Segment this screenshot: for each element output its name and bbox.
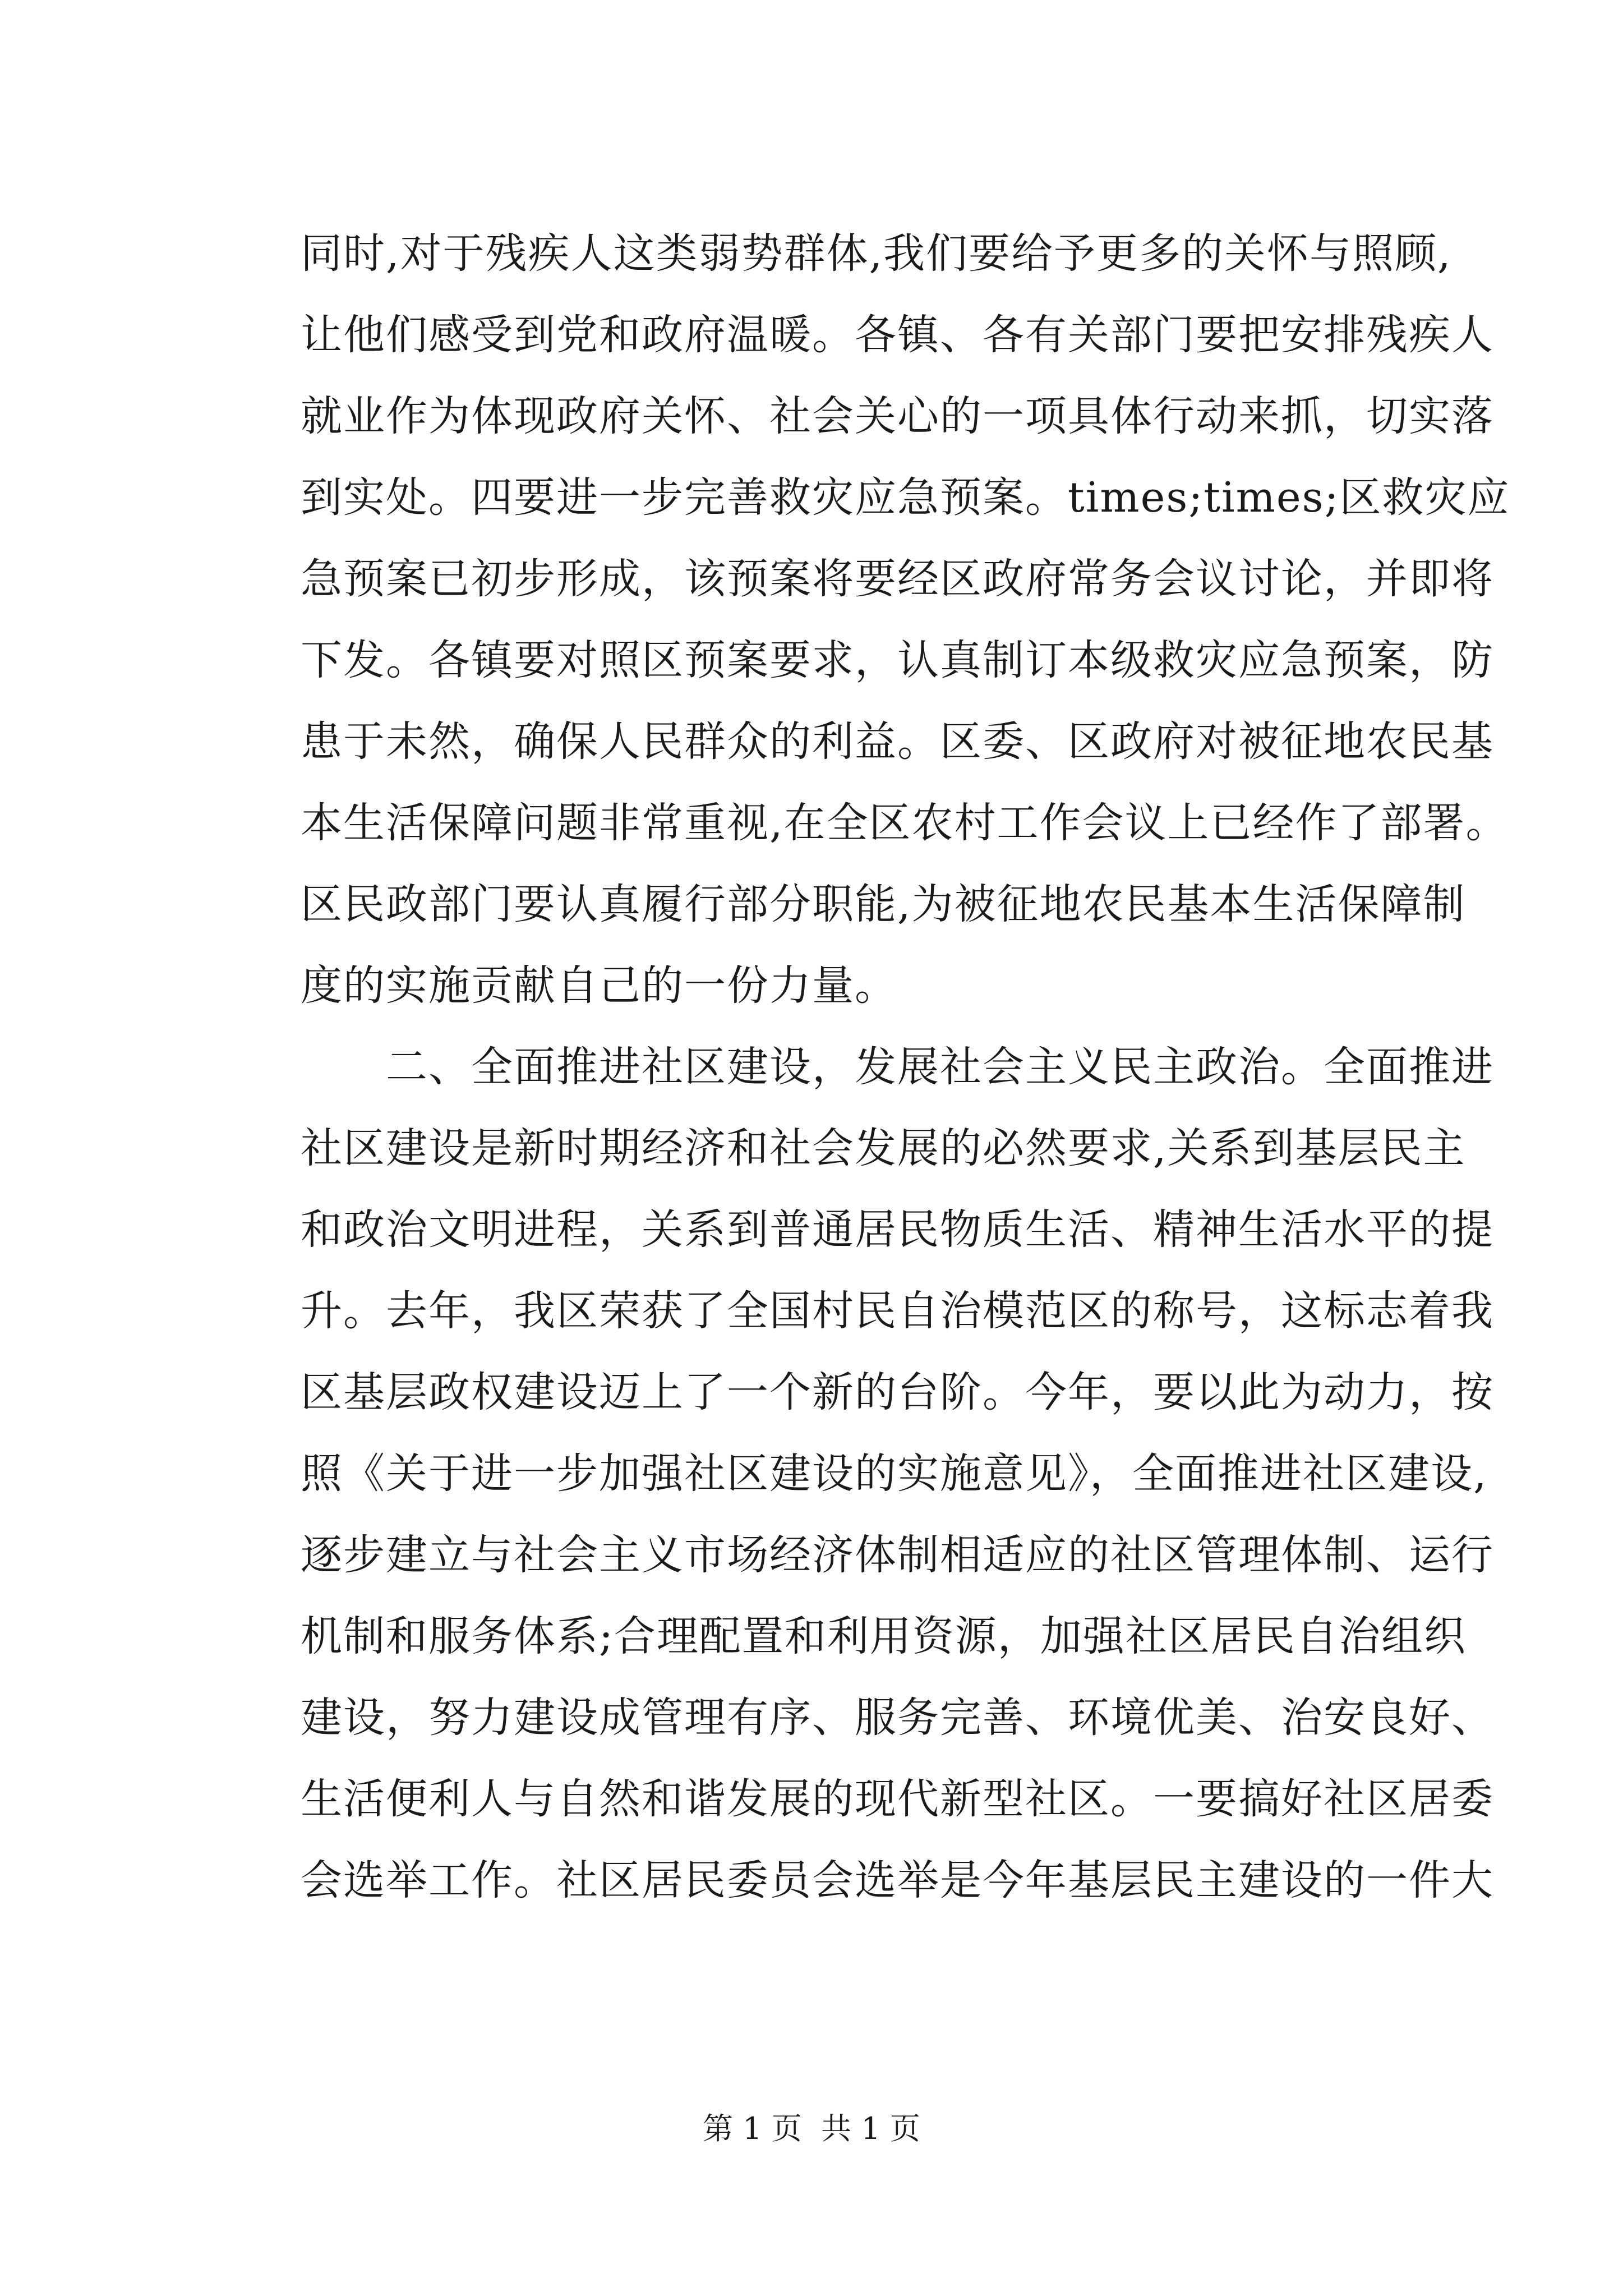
text-line: 升。去年，我区荣获了全国村民自治模范区的称号，这标志着我 — [301, 1287, 1494, 1335]
text-line: 区基层政权建设迈上了一个新的台阶。今年，要以此为动力，按 — [301, 1368, 1494, 1416]
text-line: 机制和服务体系;合理配置和利用资源，加强社区居民自治组织 — [301, 1612, 1467, 1660]
text-line: 度的实施贡献自己的一份力量。 — [301, 961, 897, 1010]
text-line: 急预案已初步形成，该预案将要经区政府常务会议讨论，并即将 — [301, 555, 1494, 603]
text-line: 生活便利人与自然和谐发展的现代新型社区。一要搞好社区居委 — [301, 1775, 1494, 1823]
text-line: 下发。各镇要对照区预案要求，认真制订本级救灾应急预案，防 — [301, 636, 1494, 684]
text-line: 照《关于进一步加强社区建设的实施意见》，全面推进社区建设, — [301, 1450, 1488, 1498]
text-line: 会选举工作。社区居民委员会选举是今年基层民主建设的一件大 — [301, 1856, 1494, 1904]
text-line: 和政治文明进程，关系到普通居民物质生活、精神生活水平的提 — [301, 1205, 1494, 1254]
text-line: 患于未然，确保人民群众的利益。区委、区政府对被征地农民基 — [301, 717, 1494, 766]
body-text — [301, 213, 1510, 1921]
page-footer — [0, 2109, 1623, 2148]
text-line: 同时,对于残疾人这类弱势群体,我们要给予更多的关怀与照顾, — [301, 229, 1452, 278]
text-line: 本生活保障问题非常重视,在全区农村工作会议上已经作了部署。 — [301, 799, 1509, 847]
page-number-label: 第 1 页 共 1 页 — [703, 2111, 920, 2146]
text-line: 就业作为体现政府关怀、社会关心的一项具体行动来抓，切实落 — [301, 392, 1494, 440]
text-line: 让他们感受到党和政府温暖。各镇、各有关部门要把安排残疾人 — [301, 311, 1494, 359]
text-line: 逐步建立与社会主义市场经济体制相适应的社区管理体制、运行 — [301, 1531, 1494, 1579]
text-line: 二、全面推进社区建设，发展社会主义民主政治。全面推进 — [301, 1043, 1494, 1091]
text-line: 建设，努力建设成管理有序、服务完善、环境优美、治安良好、 — [301, 1694, 1494, 1742]
text-line: 到实处。四要进一步完善救灾应急预案。times;times;区救灾应 — [301, 473, 1510, 522]
text-line: 社区建设是新时期经济和社会发展的必然要求,关系到基层民主 — [301, 1124, 1466, 1172]
text-line: 区民政部门要认真履行部分职能,为被征地农民基本生活保障制 — [301, 880, 1466, 928]
